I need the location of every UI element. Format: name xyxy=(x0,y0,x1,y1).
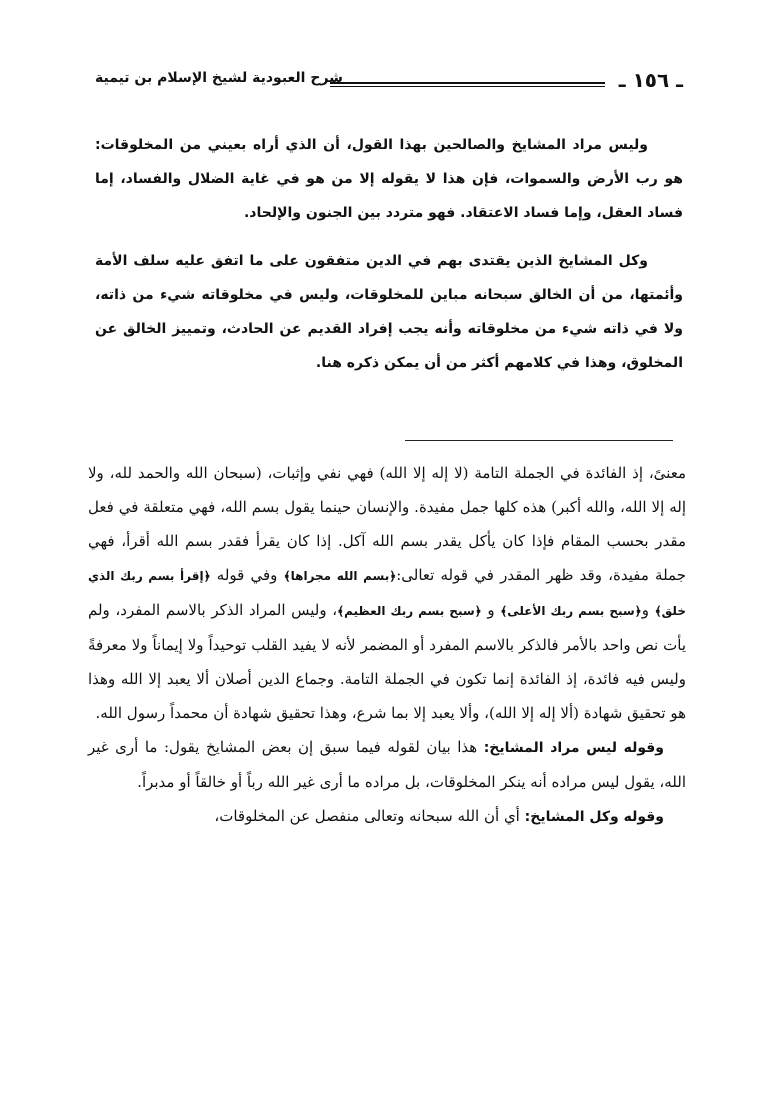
commentary-lead: وقوله ليس مراد المشايخ: xyxy=(483,740,665,756)
commentary-paragraph-1 xyxy=(88,456,686,730)
main-paragraph-2: وكل المشايخ الذين يقتدى بهم في الدين متفقون على ما اتفق عليه سلف الأمة وأئمتها، من أن الخالق سبحانه مباين للمخلوقات، وليس في مخلوقاته شيء من ذاته، ولا في ذاته شيء من مخلوقاته وأنه يجب إفراد القديم عن الحادث، وتمييز الخالق عن المخلوق، وهذا في كلامهم أكثر من أن يمكن ذكره هنا. xyxy=(95,253,683,371)
quran-quote: ﴿بسم الله مجراها﴾ xyxy=(283,569,397,583)
commentary-text-run: معنىً، إذ الفائدة في الجملة التامة (لا إله إلا الله) فهي نفي وإثبات، (سبحان الله والحمد لله، ولا إله إلا الله، والله أكبر) هذه كلها جمل مفيدة. والإنسان حينما يقول بسم الله، فهي متعلقة في فعل مقدر بحسب المقام فإذا كان يأكل يقدر بسم الله آكل. إذا كان يقرأ فقدر بسم الله أقرأ، فهي جملة مفيدة، وقد ظهر المقدر في قوله تعالى: xyxy=(88,464,686,584)
commentary-paragraph-2 xyxy=(88,730,686,799)
quran-quote: ﴿سبح بسم ربك العظيم﴾ xyxy=(337,604,482,618)
commentary-lead: وقوله وكل المشايخ: xyxy=(524,809,664,825)
commentary-paragraph-3 xyxy=(88,799,686,834)
header-rule xyxy=(330,82,605,87)
running-title: شرح العبودية لشيخ الإسلام بن تيمية xyxy=(95,70,343,86)
commentary-text-run: وفي قوله xyxy=(210,566,284,584)
commentary-text-run: أي أن الله سبحانه وتعالى منفصل عن المخلوقات، xyxy=(214,807,525,825)
page-header xyxy=(95,68,683,98)
main-text xyxy=(95,128,683,380)
commentary-text-run: و xyxy=(641,601,655,619)
footnote-divider xyxy=(405,440,673,441)
page-number: ـ ١٥٦ ـ xyxy=(618,68,683,92)
quran-quote: ﴿إقرأ بسم ربك الذي خلق﴾ xyxy=(88,569,686,618)
main-paragraph-1: وليس مراد المشايخ والصالحين بهذا القول، أن الذي أراه بعيني من المخلوقات: هو رب الأرض والسموات، فإن هذا لا يقوله إلا من هو في غاية الضلال والفساد، إما فساد العقل، وإما فساد الاعتقاد. فهو متردد بين الجنون والإلحاد. xyxy=(95,137,683,221)
quran-quote: ﴿سبح بسم ربك الأعلى﴾ xyxy=(500,604,642,618)
commentary-text-run: ، وليس المراد الذكر بالاسم المفرد، ولم يأت نص واحد بالأمر فالذكر بالاسم المفرد أو المضمر لأنه لا يفيد القلب توحيداً ولا إيماناً ولا معرفةً وليس فيه فائدة، إذ الفائدة إنما تكون في الجملة التامة. وجماع الدين أصلان ألا يعبد إلا الله وهذا هو تحقيق شهادة (ألا إله إلا الله)، وألا يعبد إلا بما شرع، وهذا تحقيق شهادة أن محمداً رسول الله. xyxy=(88,601,686,722)
commentary-text-run: هذا بيان لقوله فيما سبق إن بعض المشايخ يقول: ما أرى غير الله، يقول ليس مراده أنه ينكر المخلوقات، بل مراده ما أرى غير الله رباً أو خالقاً أو مدبراً. xyxy=(88,738,686,791)
commentary-text xyxy=(88,456,686,834)
commentary-text-run: و xyxy=(481,601,501,619)
